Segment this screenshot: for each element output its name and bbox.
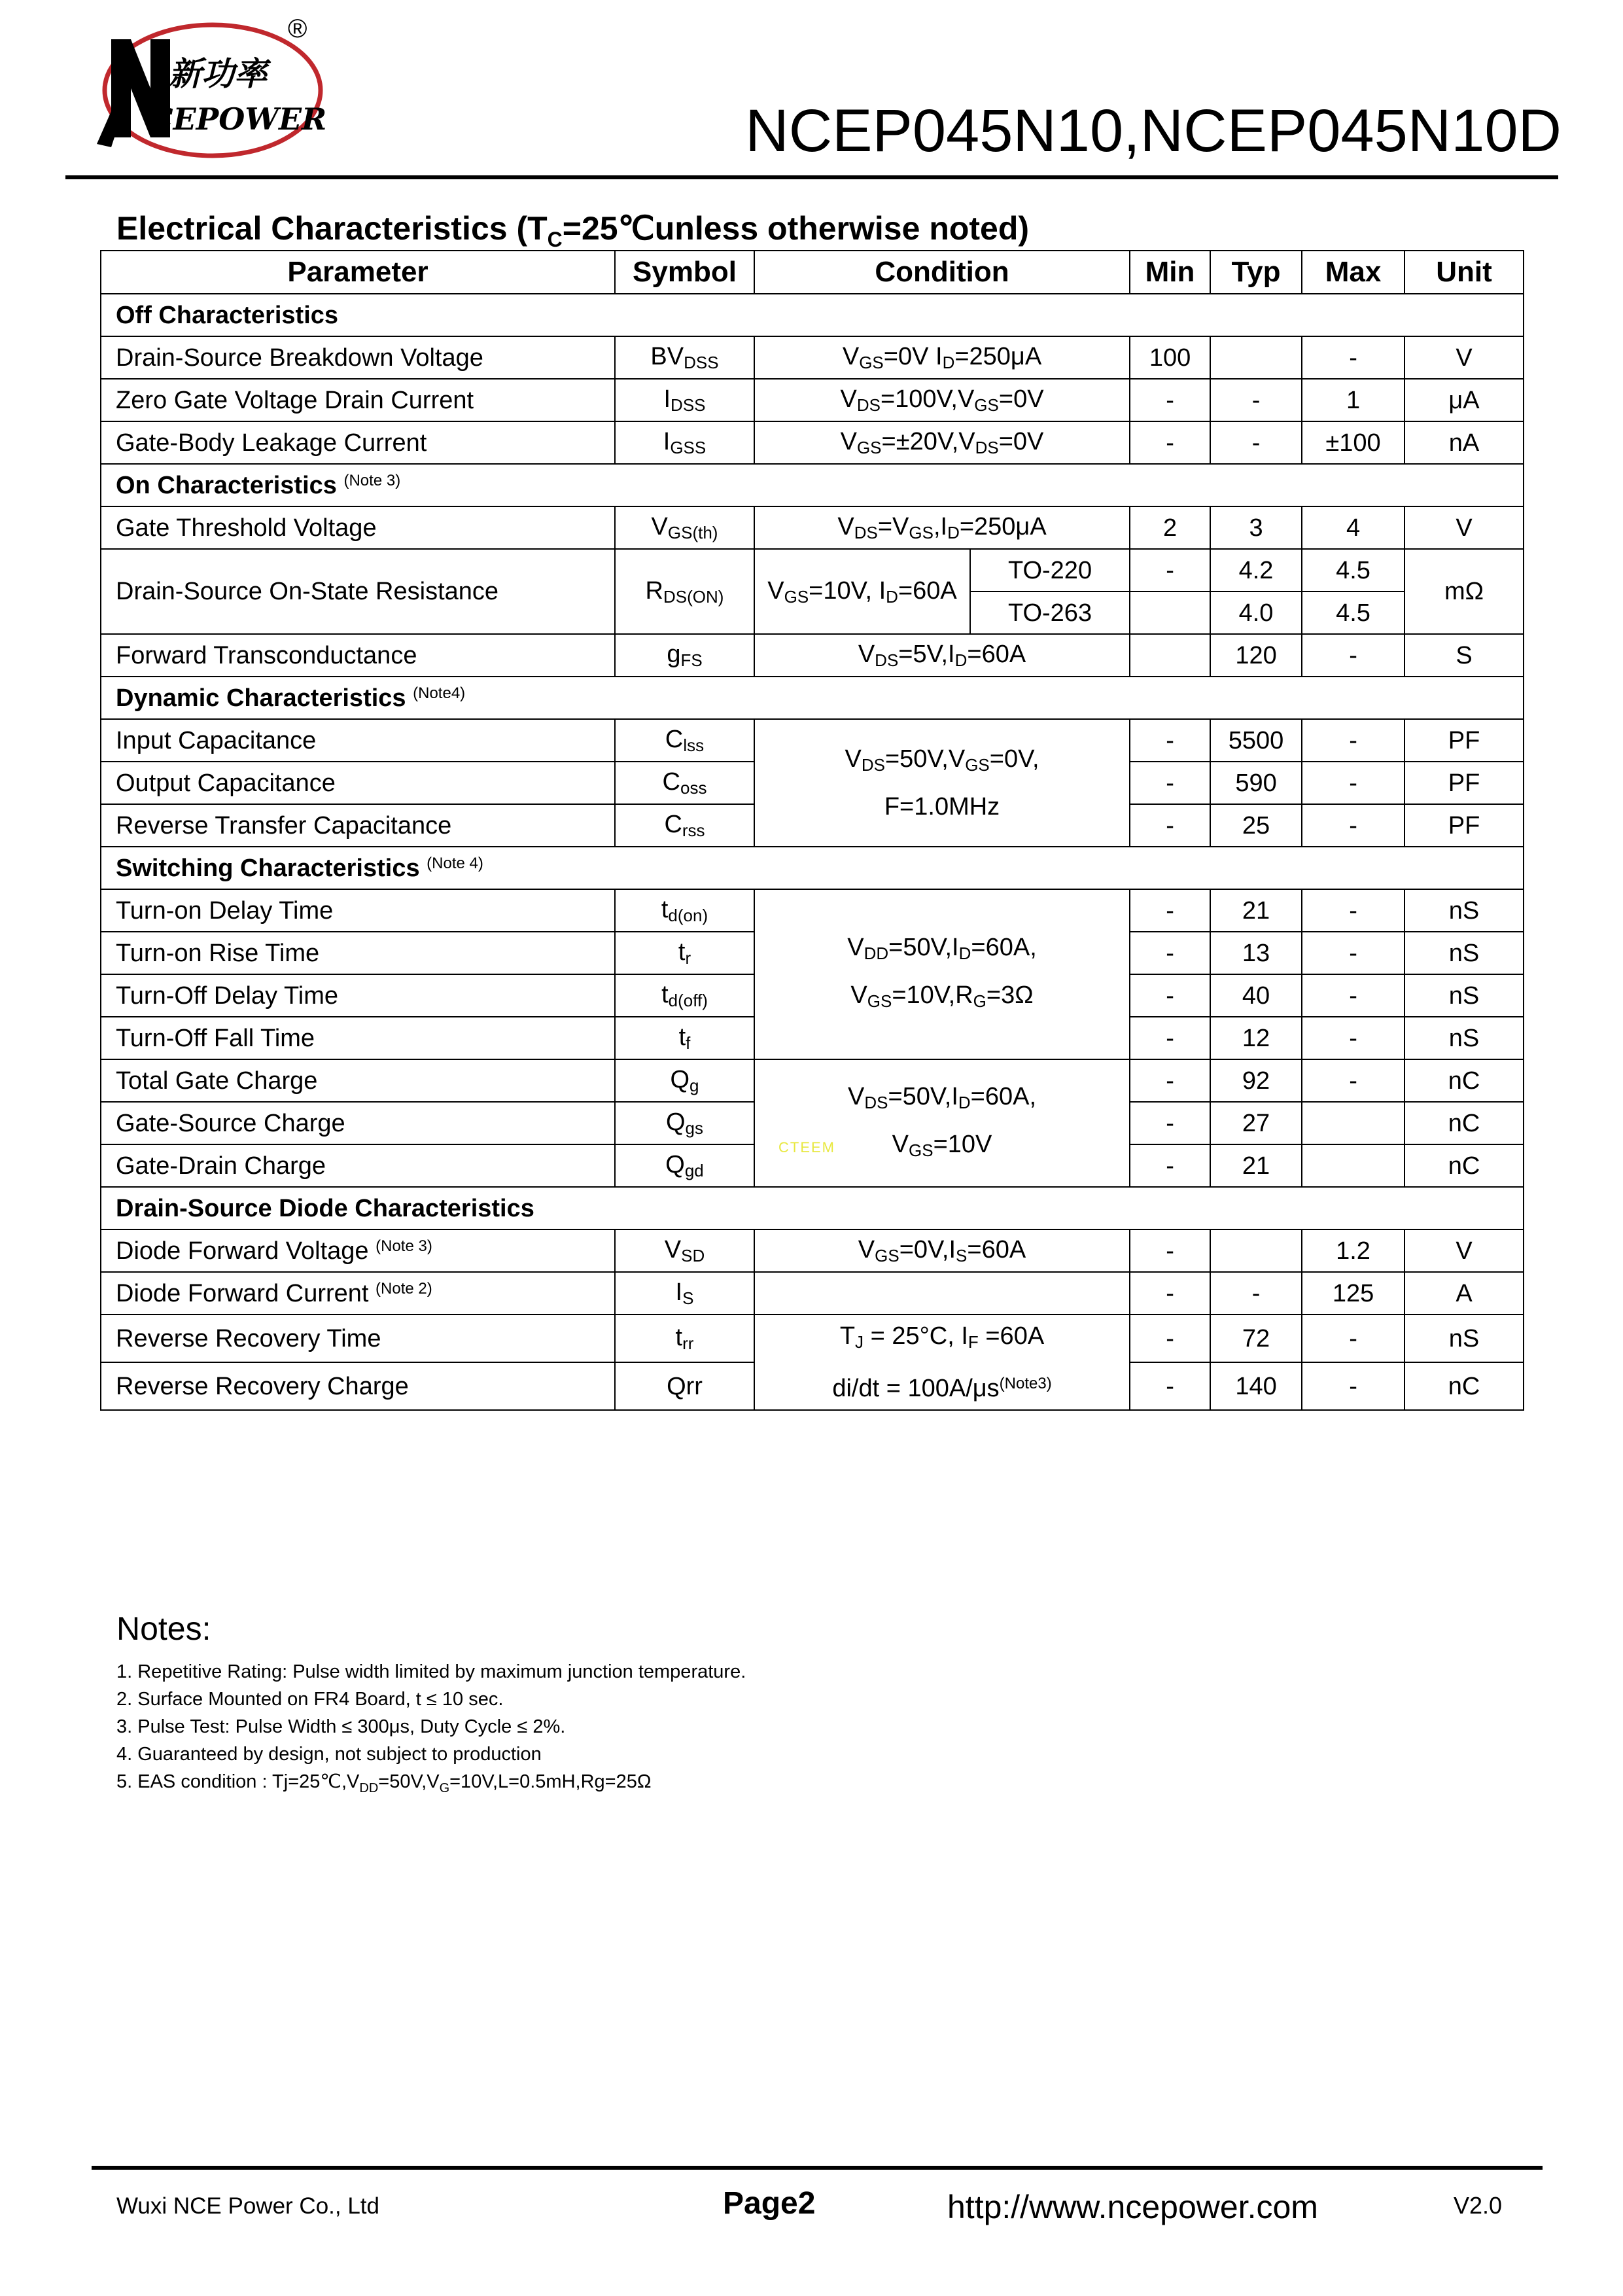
footer-website-link[interactable]: http://www.ncepower.com xyxy=(947,2189,1318,2225)
symbol-cell: $Q_{gs}$ xyxy=(615,1102,754,1144)
symbol-cell: $Q_{gd}$ xyxy=(615,1144,754,1187)
symbol-cell: $BV_{DSS}$ xyxy=(615,336,754,379)
max-cell: 4 xyxy=(1302,506,1405,549)
table-header-row xyxy=(101,251,1524,294)
table-row xyxy=(101,1059,1524,1102)
min-cell: - xyxy=(1130,804,1210,847)
symbol-cell: $Q_g$ xyxy=(615,1059,754,1102)
col-header-symbol: Symbol xyxy=(615,251,754,294)
col-header-condition: Condition xyxy=(754,251,1130,294)
footer-divider xyxy=(92,2166,1543,2170)
max-cell: - xyxy=(1302,634,1405,677)
col-header-typ: Typ xyxy=(1210,251,1302,294)
typ-cell: 72 xyxy=(1210,1315,1302,1362)
table-row xyxy=(101,889,1524,932)
param-cell: Reverse Recovery Charge xyxy=(101,1362,615,1410)
section-row-on xyxy=(101,464,1524,506)
notes-title: Notes: xyxy=(116,1610,211,1647)
unit-cell: nS xyxy=(1405,889,1524,932)
unit-cell: nC xyxy=(1405,1362,1524,1410)
max-cell: - xyxy=(1302,762,1405,804)
typ-cell: 5500 xyxy=(1210,719,1302,762)
param-cell: Reverse Transfer Capacitance xyxy=(101,804,615,847)
max-cell: - xyxy=(1302,974,1405,1017)
table-row xyxy=(101,421,1524,464)
unit-cell: nC xyxy=(1405,1059,1524,1102)
typ-cell: 13 xyxy=(1210,932,1302,974)
document-title: NCEP045N10,NCEP045N10D xyxy=(745,97,1562,164)
unit-cell: nC xyxy=(1405,1102,1524,1144)
unit-cell: nS xyxy=(1405,974,1524,1017)
typ-cell: 25 xyxy=(1210,804,1302,847)
table-row xyxy=(101,379,1524,421)
max-cell xyxy=(1302,1144,1405,1187)
table-row xyxy=(101,1229,1524,1272)
registered-mark: ® xyxy=(288,14,307,43)
symbol-cell: $I_{GSS}$ xyxy=(615,421,754,464)
symbol-cell: $g_{FS}$ xyxy=(615,634,754,677)
symbol-cell: $t_f$ xyxy=(615,1017,754,1059)
logo-wordmark: CEPOWER xyxy=(149,101,327,137)
symbol-cell: $V_{SD}$ xyxy=(615,1229,754,1272)
section-label-off: Off Characteristics xyxy=(101,294,1524,336)
section-label-dynamic: Dynamic Characteristics $^{(Note4)}$ xyxy=(101,677,1524,719)
table-row xyxy=(101,1272,1524,1315)
min-cell: - xyxy=(1130,719,1210,762)
symbol-cell: $t_r$ xyxy=(615,932,754,974)
unit-cell: nC xyxy=(1405,1144,1524,1187)
max-cell: - xyxy=(1302,804,1405,847)
col-header-max: Max xyxy=(1302,251,1405,294)
condition-cell: $V_{DS}=5V,I_D=60A$ xyxy=(754,634,1130,677)
section-row-dynamic xyxy=(101,677,1524,719)
param-cell: Reverse Recovery Time xyxy=(101,1315,615,1362)
min-cell: - xyxy=(1130,1315,1210,1362)
typ-cell xyxy=(1210,336,1302,379)
section-label-diode: Drain-Source Diode Characteristics xyxy=(101,1187,1524,1229)
symbol-cell: $C_{oss}$ xyxy=(615,762,754,804)
max-cell: - xyxy=(1302,889,1405,932)
symbol-cell: $R_{DS(ON)}$ xyxy=(615,549,754,634)
max-cell xyxy=(1302,1102,1405,1144)
table-row xyxy=(101,719,1524,762)
unit-cell: V xyxy=(1405,1229,1524,1272)
typ-cell xyxy=(1210,1229,1302,1272)
min-cell: - xyxy=(1130,1362,1210,1410)
symbol-cell: $V_{GS(th)}$ xyxy=(615,506,754,549)
typ-cell: - xyxy=(1210,379,1302,421)
param-cell: Gate-Body Leakage Current xyxy=(101,421,615,464)
max-cell: - xyxy=(1302,1315,1405,1362)
param-cell: Forward Transconductance xyxy=(101,634,615,677)
min-cell: - xyxy=(1130,1059,1210,1102)
param-cell: Turn-Off Delay Time xyxy=(101,974,615,1017)
table-row xyxy=(101,634,1524,677)
section-label-switching: Switching Characteristics $^{(Note 4)}$ xyxy=(101,847,1524,889)
min-cell: 2 xyxy=(1130,506,1210,549)
electrical-characteristics-table xyxy=(100,250,1524,1411)
condition-cell: $V_{GS}=0V$ $I_D=250\mu A$ xyxy=(754,336,1130,379)
condition-cell: $V_{GS}=10V$, $I_D=60A$ xyxy=(754,549,970,634)
max-cell: 4.5 xyxy=(1302,549,1405,592)
param-cell: Drain-Source Breakdown Voltage xyxy=(101,336,615,379)
typ-cell: 40 xyxy=(1210,974,1302,1017)
typ-cell: 92 xyxy=(1210,1059,1302,1102)
col-header-parameter: Parameter xyxy=(101,251,615,294)
header-divider xyxy=(65,175,1558,179)
max-cell: 1.2 xyxy=(1302,1229,1405,1272)
param-cell: Drain-Source On-State Resistance xyxy=(101,549,615,634)
unit-cell: PF xyxy=(1405,719,1524,762)
unit-cell: PF xyxy=(1405,804,1524,847)
note-item: 5. EAS condition : $Tj=25℃,V_{DD}=50V,V_G=10V,L=0.5mH,Rg=25\Omega$ xyxy=(116,1771,652,1795)
min-cell: - xyxy=(1130,1017,1210,1059)
min-cell: - xyxy=(1130,762,1210,804)
table-row xyxy=(101,549,1524,592)
section-row-diode xyxy=(101,1187,1524,1229)
typ-cell: - xyxy=(1210,1272,1302,1315)
max-cell: - xyxy=(1302,1362,1405,1410)
symbol-cell: $C_{rss}$ xyxy=(615,804,754,847)
condition-cell: $V_{DS}=100V,V_{GS}=0V$ xyxy=(754,379,1130,421)
note-item: 3. Pulse Test: Pulse Width ≤ 300μs, Duty Cycle ≤ 2%. xyxy=(116,1716,566,1737)
condition-cell: $T_J = 25^\circ C$, $I_F =60A$ $di/dt = 100A/\mu s^{(Note3)}$ xyxy=(754,1315,1130,1410)
param-cell: Diode Forward Current $^{(Note 2)}$ xyxy=(101,1272,615,1315)
typ-cell: 4.2 xyxy=(1210,549,1302,592)
symbol-cell: Qrr xyxy=(615,1362,754,1410)
table-row xyxy=(101,506,1524,549)
symbol-cell: $t_{rr}$ xyxy=(615,1315,754,1362)
max-cell: - xyxy=(1302,336,1405,379)
max-cell: 125 xyxy=(1302,1272,1405,1315)
param-cell: Gate Threshold Voltage xyxy=(101,506,615,549)
package-cell: TO-220 xyxy=(970,549,1130,592)
unit-cell: nS xyxy=(1405,932,1524,974)
param-cell: Turn-on Delay Time xyxy=(101,889,615,932)
typ-cell: 3 xyxy=(1210,506,1302,549)
condition-cell xyxy=(754,1272,1130,1315)
unit-cell: S xyxy=(1405,634,1524,677)
param-cell: Diode Forward Voltage $^{(Note 3)}$ xyxy=(101,1229,615,1272)
max-cell: - xyxy=(1302,1059,1405,1102)
note-item: 1. Repetitive Rating: Pulse width limited by maximum junction temperature. xyxy=(116,1661,746,1682)
typ-cell: 21 xyxy=(1210,889,1302,932)
max-cell: ±100 xyxy=(1302,421,1405,464)
max-cell: - xyxy=(1302,1017,1405,1059)
min-cell: - xyxy=(1130,1144,1210,1187)
section-title: Electrical Characteristics ($T_C=25℃unless$ otherwise noted) xyxy=(116,210,1030,251)
typ-cell: - xyxy=(1210,421,1302,464)
section-row-off xyxy=(101,294,1524,336)
max-cell: - xyxy=(1302,719,1405,762)
section-row-switching xyxy=(101,847,1524,889)
logo-chinese-text: 新功率 xyxy=(169,55,267,93)
condition-cell: $V_{DS}=V_{GS},I_D=250\mu A$ xyxy=(754,506,1130,549)
max-cell: - xyxy=(1302,932,1405,974)
symbol-cell: $I_S$ xyxy=(615,1272,754,1315)
unit-cell: nA xyxy=(1405,421,1524,464)
min-cell: - xyxy=(1130,974,1210,1017)
min-cell: - xyxy=(1130,1102,1210,1144)
min-cell: - xyxy=(1130,549,1210,592)
symbol-cell: $t_{d(off)}$ xyxy=(615,974,754,1017)
unit-cell: V xyxy=(1405,506,1524,549)
table-row xyxy=(101,336,1524,379)
min-cell: - xyxy=(1130,1229,1210,1272)
min-cell: - xyxy=(1130,932,1210,974)
col-header-min: Min xyxy=(1130,251,1210,294)
min-cell: 100 xyxy=(1130,336,1210,379)
min-cell: - xyxy=(1130,1272,1210,1315)
typ-cell: 590 xyxy=(1210,762,1302,804)
section-label-on: On Characteristics $^{(Note 3)}$ xyxy=(101,464,1524,506)
param-cell: Output Capacitance xyxy=(101,762,615,804)
condition-cell: $V_{DD}=50V,I_D=60A$, $V_{GS}=10V,R_G=3\Omega$ xyxy=(754,889,1130,1059)
package-cell: TO-263 xyxy=(970,592,1130,634)
table-row xyxy=(101,1315,1524,1362)
symbol-cell: $I_{DSS}$ xyxy=(615,379,754,421)
typ-cell: 140 xyxy=(1210,1362,1302,1410)
unit-cell: nS xyxy=(1405,1315,1524,1362)
param-cell: Input Capacitance xyxy=(101,719,615,762)
unit-cell: V xyxy=(1405,336,1524,379)
unit-cell: μA xyxy=(1405,379,1524,421)
typ-cell: 120 xyxy=(1210,634,1302,677)
min-cell: - xyxy=(1130,379,1210,421)
min-cell: - xyxy=(1130,889,1210,932)
symbol-cell: $t_{d(on)}$ xyxy=(615,889,754,932)
condition-cell: $V_{DS}=50V,I_D=60A$, $V_{GS}=10V$ xyxy=(754,1059,1130,1187)
typ-cell: 21 xyxy=(1210,1144,1302,1187)
symbol-cell: $C_{lss}$ xyxy=(615,719,754,762)
param-cell: Zero Gate Voltage Drain Current xyxy=(101,379,615,421)
max-cell: 1 xyxy=(1302,379,1405,421)
min-cell xyxy=(1130,634,1210,677)
param-cell: Turn-on Rise Time xyxy=(101,932,615,974)
col-header-unit: Unit xyxy=(1405,251,1524,294)
condition-cell: $V_{GS}=0V,I_S=60A$ xyxy=(754,1229,1130,1272)
notes-list xyxy=(116,1658,746,1802)
condition-cell: $V_{DS}=50V,V_{GS}=0V$, F=1.0MHz xyxy=(754,719,1130,847)
unit-cell: mΩ xyxy=(1405,549,1524,634)
unit-cell: nS xyxy=(1405,1017,1524,1059)
max-cell: 4.5 xyxy=(1302,592,1405,634)
min-cell xyxy=(1130,592,1210,634)
footer-company: Wuxi NCE Power Co., Ltd xyxy=(116,2193,379,2219)
watermark-text: CTEEM xyxy=(778,1139,835,1156)
typ-cell: 4.0 xyxy=(1210,592,1302,634)
condition-cell: $V_{GS}=\pm 20V,V_{DS}=0V$ xyxy=(754,421,1130,464)
unit-cell: PF xyxy=(1405,762,1524,804)
unit-cell: A xyxy=(1405,1272,1524,1315)
param-cell: Gate-Source Charge xyxy=(101,1102,615,1144)
note-item: 2. Surface Mounted on FR4 Board, t ≤ 10 sec. xyxy=(116,1689,504,1710)
param-cell: Gate-Drain Charge xyxy=(101,1144,615,1187)
note-item: 4. Guaranteed by design, not subject to production xyxy=(116,1744,542,1765)
param-cell: Total Gate Charge xyxy=(101,1059,615,1102)
typ-cell: 12 xyxy=(1210,1017,1302,1059)
footer-page-number: Page2 xyxy=(723,2186,816,2221)
footer-version: V2.0 xyxy=(1454,2192,1503,2219)
typ-cell: 27 xyxy=(1210,1102,1302,1144)
min-cell: - xyxy=(1130,421,1210,464)
param-cell: Turn-Off Fall Time xyxy=(101,1017,615,1059)
